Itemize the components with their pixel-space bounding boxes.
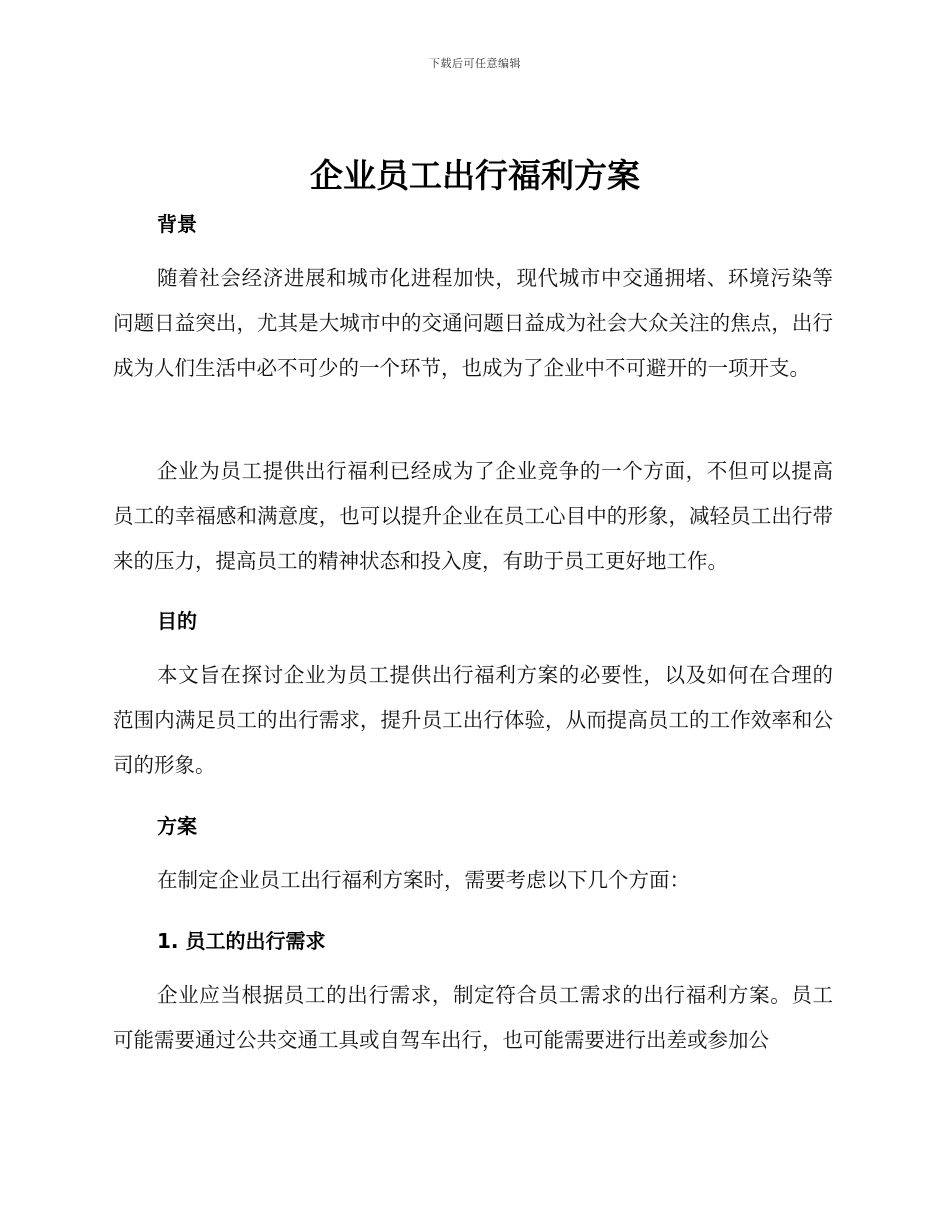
section-heading-background: 背景	[157, 212, 197, 236]
paragraph-background-2: 企业为员工提供出行福利已经成为了企业竞争的一个方面，不但可以提高员工的幸福感和满意度，也可以提升企业在员工心目中的形象，减轻员工出行带来的压力，提高员工的精神状态和投入度，有助于员工更好地工作。	[113, 459, 833, 573]
section-heading-plan: 方案	[157, 814, 197, 838]
paragraph-plan-1: 在制定企业员工出行福利方案时，需要考虑以下几个方面：	[157, 868, 690, 892]
header-note: 下载后可任意编辑	[429, 57, 521, 70]
paragraph-background-1: 随着社会经济进展和城市化进程加快，现代城市中交通拥堵、环境污染等问题日益突出，尤其是大城市中的交通问题日益成为社会大众关注的焦点，出行成为人们生活中必不可少的一个环节，也成为了企业中不可避开的一项开支。	[113, 266, 833, 380]
subsection-heading-travel-needs: 1. 员工的出行需求	[157, 929, 326, 953]
section-heading-purpose: 目的	[157, 609, 197, 633]
paragraph-travel-needs-1: 企业应当根据员工的出行需求，制定符合员工需求的出行福利方案。员工可能需要通过公共交通工具或自驾车出行，也可能需要进行出差或参加公	[113, 983, 833, 1052]
document-title: 企业员工出行福利方案	[310, 156, 640, 195]
paragraph-purpose-1: 本文旨在探讨企业为员工提供出行福利方案的必要性，以及如何在合理的范围内满足员工的出行需求，提升员工出行体验，从而提高员工的工作效率和公司的形象。	[113, 663, 833, 777]
